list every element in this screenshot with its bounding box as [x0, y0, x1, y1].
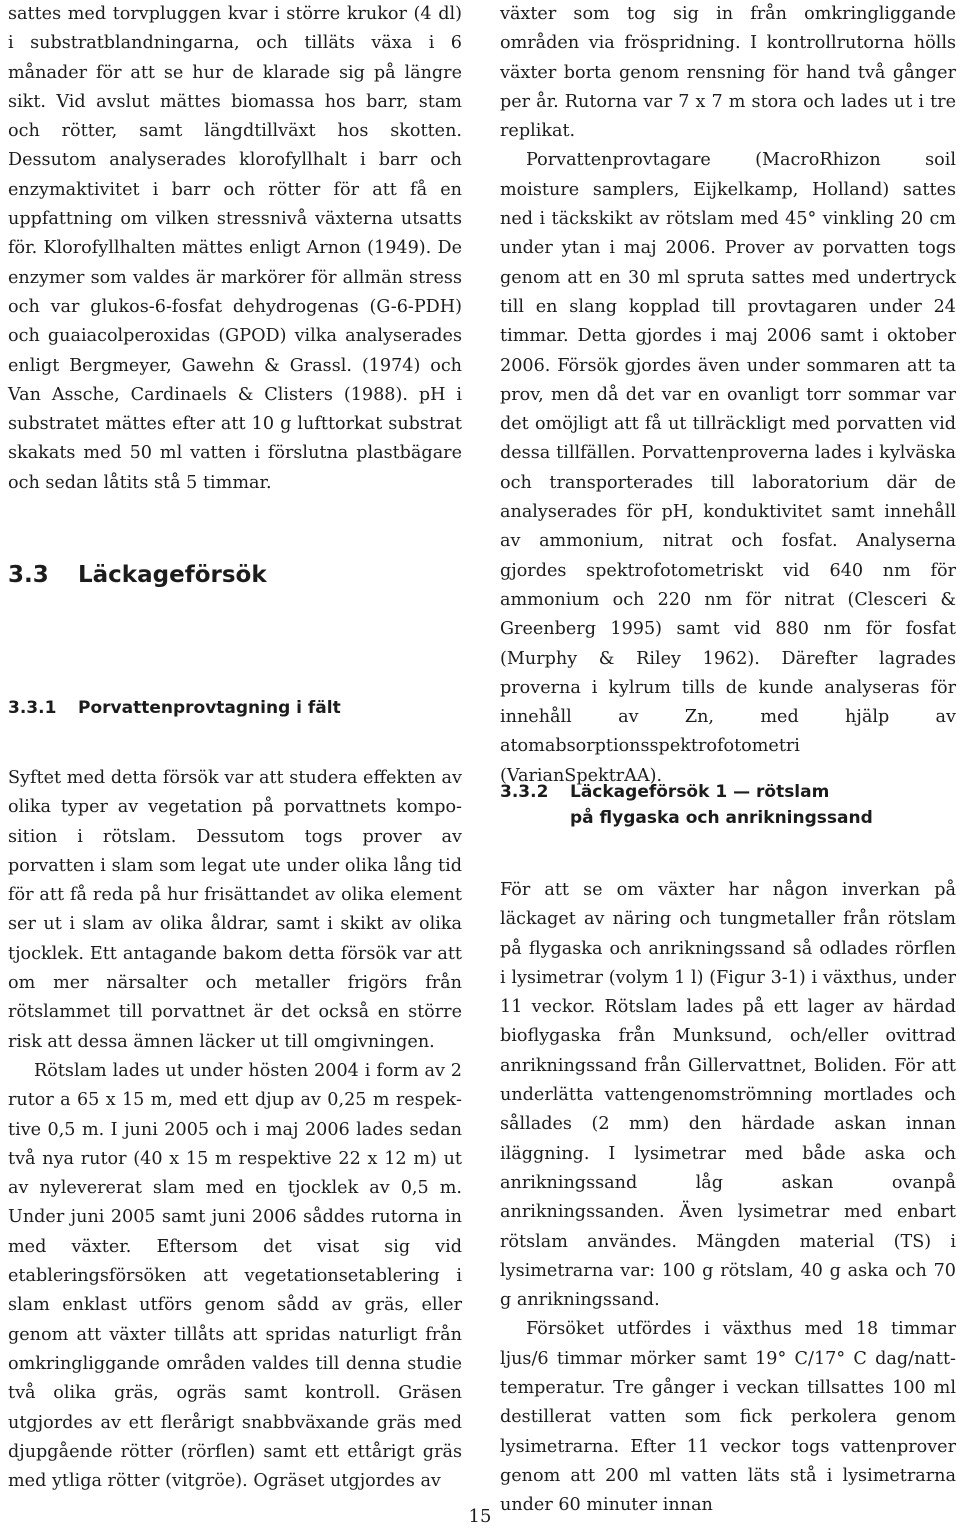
- subsection-title-line-2: på flygaska och anrikningssand: [570, 808, 873, 828]
- subsection-number: 3.3.1: [8, 698, 57, 718]
- subsection-title: Porvattenprovtagning i fält: [78, 698, 341, 718]
- bottom-right-column: [500, 876, 956, 1521]
- body-paragraph: Porvattenprovtagare (MacroRhizon soil moisture samplers, Eijkelkamp, Holland) sattes ned i täckskikt av rötslam med 45° vinkling 20 cm under ytan i maj 2006. Prover av porvatten togs genom att en 30 ml spruta sattes med undertryck till en slang kopplad till provtagaren under 24 timmar. Detta gjordes i maj 2006 samt i oktober 2006. Försök gjordes även under sommaren att ta prov, men då det var en ovanligt torr sommar var det omöjligt att få ut tillräckligt med porvatten vid dessa tillfällen. Porvattenproverna lades i kylväska och transporterades till laboratorium där de analyserades för pH, konduktivitet samt innehåll av ammonium, nitrat och fosfat. Analyserna gjordes spektrofotometriskt vid 640 nm för ammonium och 220 nm för nitrat (Clesceri & Greenberg 1995) samt vid 880 nm för fosfat (Murphy & Riley 1962). Därefter lagrades proverna i kylrum tills de kunde analyseras för innehåll av Zn, med hjälp av atomabsorptionsspektrofotometri (VarianSpektrAA).: [500, 150, 956, 786]
- body-paragraph: För att se om växter har någon inverkan på läckaget av näring och tungmetaller från rötslam på flygaska och anrikningssand så odlades rörflen i lysimetrar (volym 1 l) (Figur 3-1) i växthus, under 11 veckor. Rötslam lades på ett lager av härdad bioflygaska från Munksund, och/eller ovittrad anrikningssand från Gillervattnet, Boliden. För att underlätta vattengenomströmning mortlades och sållades (2 mm) den härdade askan innan iläggning. I lysimetrar med både aska och anrikningssand låg askan ovanpå anrikningssanden. Även lysimetrar med enbart rötslam användes. Mängden material (TS) i lysimetrarna var: 100 g rötslam, 40 g aska och 70 g anrikningssand.: [500, 880, 956, 1311]
- section-heading-3-3: [8, 562, 267, 588]
- body-paragraph: Försöket utfördes i växthus med 18 timmar ljus/6 timmar mörker samt 19° C/17° C dag/natt-temperatur. Tre gånger i veckan tillsattes 100 ml destillerat vatten som fick perkolera genom lysimetrarna. Efter 11 veckor togs vattenprover genom att 200 ml vatten läts stå i lysimetrarna under 60 minuter innan: [500, 1319, 956, 1516]
- body-paragraph: sattes med torvpluggen kvar i större krukor (4 dl) i substratblandningarna, och tilläts växa i 6 månader för att se hur de klarade sig på längre sikt. Vid avslut mättes biomassa hos barr, stam och rötter, samt längdtillväxt hos skotten. Dessutom analyserades klorofyllhalt i barr och enzymaktivitet i barr och rötter för att få en uppfattning om vilken stressnivå växterna utsatts för. Klorofyllhalten mättes enligt Arnon (1949). De enzymer som valdes är markörer för allmän stress och var glukos-6-fosfat dehydrogenas (G-6-PDH) och guaiacolperoxidas (GPOD) vilka analyserades enligt Bergmeyer, Gawehn & Grassl. (1974) och Van Assche, Cardinaels & Clisters (1988). pH i substratet mättes efter att 10 g lufttorkat substrat skakats med 50 ml vatten i förslutna plastbägare och sedan låtits stå 5 timmar.: [8, 4, 462, 493]
- subsection-title-line-1: Läckageförsök 1 — rötslam: [570, 782, 830, 802]
- page-number: 15: [468, 1506, 492, 1527]
- top-left-column: [8, 0, 462, 498]
- bottom-left-column: [8, 764, 462, 1496]
- subsection-heading-3-3-2: [500, 779, 956, 831]
- body-paragraph: växter som tog sig in från omkringliggande områden via fröspridning. I kontrollrutorna hölls växter borta genom rensning för hand två gånger per år. Rutorna var 7 x 7 m stora och lades ut i tre replikat.: [500, 4, 956, 142]
- body-paragraph: Rötslam lades ut under hösten 2004 i form av 2 rutor a 65 x 15 m, med ett djup av 0,25 m respektive 0,5 m. I juni 2005 och i maj 2006 lades sedan två nya rutor (40 x 15 m respektive 22 x 12 m) ut av nylevererat slam med en tjocklek av 0,5 m. Under juni 2005 samt juni 2006 såddes rutorna in med växter. Eftersom det visat sig vid etableringsförsöken att vegetationsetablering i slam enklast utförs genom sådd av gräs, eller genom att växter tillåts att spridas naturligt från omkringliggande områden valdes till denna studie två olika gräs, ogräs samt kontroll. Gräsen utgjordes av ett flerårigt snabbväxande gräs med djupgående rötter (rörflen) samt ett ettårigt gräs med ytliga rötter (vitgröe). Ogräset utgjordes av: [8, 1060, 462, 1492]
- subsection-number: 3.3.2: [500, 782, 549, 802]
- section-number: 3.3: [8, 562, 49, 588]
- top-right-column: [500, 0, 956, 791]
- body-paragraph: Syftet med detta försök var att studera effekten av olika typer av vegetation på porvattnets komposition i rötslam. Dessutom togs prover av porvatten i slam som legat ute under olika lång tid för att få reda på hur frisättandet av olika element ser ut i slam av olika åldrar, samt i skikt av olika tjocklek. Ett antagande bakom detta försök var att om mer närsalter och metaller frigörs från rötslammet till porvattnet är det också en större risk att dessa ämnen läcker ut till omgivningen.: [8, 768, 462, 1052]
- subsection-heading-3-3-1: [8, 695, 462, 721]
- section-title: Läckageförsök: [78, 562, 267, 588]
